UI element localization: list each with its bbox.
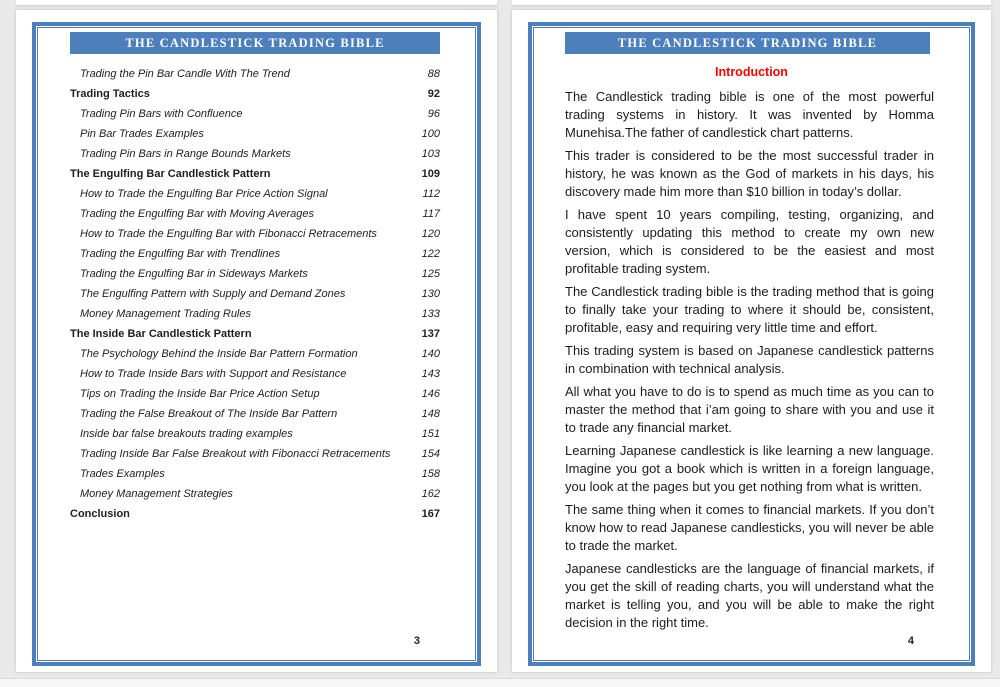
- page-4: [512, 10, 991, 672]
- toc-entry-label: How to Trade Inside Bars with Support and Resistance: [80, 368, 347, 380]
- toc-entry-label: Trading the Engulfing Bar with Moving Averages: [80, 208, 314, 220]
- toc-entry-label: Trading the Engulfing Bar with Trendlines: [80, 248, 281, 260]
- previous-page-edge-left: [16, 0, 497, 5]
- toc-entry-label: Inside bar false breakouts trading examples: [80, 428, 293, 440]
- bottom-strip: [0, 678, 1000, 687]
- paragraph: All what you have to do is to spend as much time as you can to master the method that i’am going to share with you and use it to trade any financial market.: [565, 384, 934, 435]
- toc-entry-label: The Inside Bar Candlestick Pattern: [70, 328, 252, 340]
- toc-entry-page-number: 167: [421, 508, 440, 520]
- toc-entry-page-number: 140: [421, 348, 440, 360]
- toc-entry: [70, 308, 440, 320]
- toc-entry: [70, 188, 440, 200]
- page-4-content: [533, 27, 970, 661]
- toc-entry-page-number: 112: [422, 188, 440, 200]
- toc-entry-label: Tips on Trading the Inside Bar Price Action Setup: [80, 388, 320, 400]
- page-3: [16, 10, 497, 672]
- toc-entry-page-number: 117: [422, 208, 440, 220]
- book-title-banner: [565, 32, 930, 54]
- toc-entry-page-number: 146: [421, 388, 440, 400]
- section-heading: Introduction: [715, 65, 788, 79]
- toc-entry-label: The Engulfing Bar Candlestick Pattern: [70, 168, 271, 180]
- toc-entry-page-number: 120: [421, 228, 440, 240]
- toc-entry: [70, 268, 440, 280]
- book-title-banner: [70, 32, 440, 54]
- toc-entry-page-number: 92: [427, 88, 440, 100]
- toc-entry-label: Money Management Trading Rules: [80, 308, 251, 320]
- toc-entry: [70, 208, 440, 220]
- toc-entry: [70, 108, 440, 120]
- toc-entry-label: Trading the False Breakout of The Inside Bar Pattern: [80, 408, 338, 420]
- toc-entry: [70, 288, 440, 300]
- toc-entry-page-number: 88: [427, 68, 440, 80]
- toc-entry-page-number: 154: [421, 448, 440, 460]
- toc-entry: [70, 148, 440, 160]
- paragraph: This trading system is based on Japanese candlestick patterns in combination with technical analysis.: [565, 343, 934, 376]
- paragraph: This trader is considered to be the most successful trader in history, he was known as the God of markets in his days, his discovery made him more than $10 billion in today’s dollar.: [565, 148, 934, 199]
- toc-entry-page-number: 133: [421, 308, 440, 320]
- toc-entry: [70, 348, 440, 360]
- paragraph: Learning Japanese candlestick is like learning a new language. Imagine you got a book which is written in a foreign language, you look at the pages but you get nothing from what is written.: [565, 443, 934, 494]
- toc-entry: [70, 388, 440, 400]
- toc-entry-page-number: 100: [421, 128, 440, 140]
- previous-page-edge-right: [512, 0, 991, 5]
- toc-entry: [70, 428, 440, 440]
- toc-entry: [70, 248, 440, 260]
- page-3-content: [37, 27, 476, 661]
- toc-entry: [70, 488, 440, 500]
- toc-entry: [70, 328, 440, 340]
- toc-entry: [70, 228, 440, 240]
- toc-entry-page-number: 162: [421, 488, 440, 500]
- toc-entry-page-number: 130: [421, 288, 440, 300]
- toc-entry: [70, 408, 440, 420]
- toc-entry-label: How to Trade the Engulfing Bar Price Action Signal: [80, 188, 328, 200]
- toc-entry-label: The Engulfing Pattern with Supply and Demand Zones: [80, 288, 346, 300]
- toc-entry-page-number: 125: [421, 268, 440, 280]
- paragraph: The Candlestick trading bible is the trading method that is going to finally take your trading to where it should be, consistent, profitable, easy and requiring very little time and effort.: [565, 284, 934, 335]
- toc-entry-label: Trading the Pin Bar Candle With The Trend: [80, 68, 290, 80]
- toc-entry-page-number: 109: [421, 168, 440, 180]
- toc-entry-label: Conclusion: [70, 508, 130, 520]
- toc-entry: [70, 68, 440, 80]
- toc-entry-label: How to Trade the Engulfing Bar with Fibonacci Retracements: [80, 228, 377, 240]
- toc-entry: [70, 168, 440, 180]
- toc-entry-label: Trading Pin Bars with Confluence: [80, 108, 243, 120]
- paragraph: I have spent 10 years compiling, testing, organizing, and consistently updating this method to create my own new version, which is considered to be the easiest and most profitable trading system.: [565, 207, 934, 276]
- toc-entry-label: Pin Bar Trades Examples: [80, 128, 204, 140]
- toc-entry-label: The Psychology Behind the Inside Bar Pattern Formation: [80, 348, 358, 360]
- toc-entry-label: Trades Examples: [80, 468, 165, 480]
- toc-entry-label: Trading Pin Bars in Range Bounds Markets: [80, 148, 291, 160]
- table-of-contents: [70, 68, 440, 520]
- book-title-text: THE CANDLESTICK TRADING BIBLE: [125, 36, 385, 50]
- toc-entry: [70, 448, 440, 460]
- toc-entry: [70, 128, 440, 140]
- toc-entry-page-number: 143: [421, 368, 440, 380]
- toc-entry-label: Money Management Strategies: [80, 488, 233, 500]
- toc-entry-page-number: 137: [421, 328, 440, 340]
- toc-entry-label: Trading Inside Bar False Breakout with Fibonacci Retracements: [80, 448, 391, 460]
- paragraph: The Candlestick trading bible is one of the most powerful trading systems in history. It was invented by Homma Munehisa.The father of candlestick chart patterns.: [565, 89, 934, 140]
- paragraph: The same thing when it comes to financial markets. If you don’t know how to read Japanese candlesticks, you will never be able to trade the market.: [565, 502, 934, 553]
- toc-entry-page-number: 103: [421, 148, 440, 160]
- toc-entry-page-number: 151: [421, 428, 440, 440]
- paragraph: Japanese candlesticks are the language of financial markets, if you get the skill of reading charts, you will understand what the market is telling you, and you will be able to make the right decision in the right time.: [565, 561, 934, 630]
- toc-entry: [70, 508, 440, 520]
- toc-entry-page-number: 96: [427, 108, 440, 120]
- toc-entry-page-number: 122: [421, 248, 440, 260]
- toc-entry: [70, 88, 440, 100]
- introduction-body: [565, 88, 934, 632]
- page-number-right: 4: [907, 635, 914, 647]
- toc-entry: [70, 368, 440, 380]
- toc-entry-label: Trading Tactics: [70, 88, 150, 100]
- toc-entry-page-number: 158: [421, 468, 440, 480]
- page-number-left: 3: [413, 635, 420, 647]
- toc-entry-label: Trading the Engulfing Bar in Sideways Markets: [80, 268, 308, 280]
- book-title-text: THE CANDLESTICK TRADING BIBLE: [617, 36, 878, 50]
- toc-entry-page-number: 148: [421, 408, 440, 420]
- toc-entry: [70, 468, 440, 480]
